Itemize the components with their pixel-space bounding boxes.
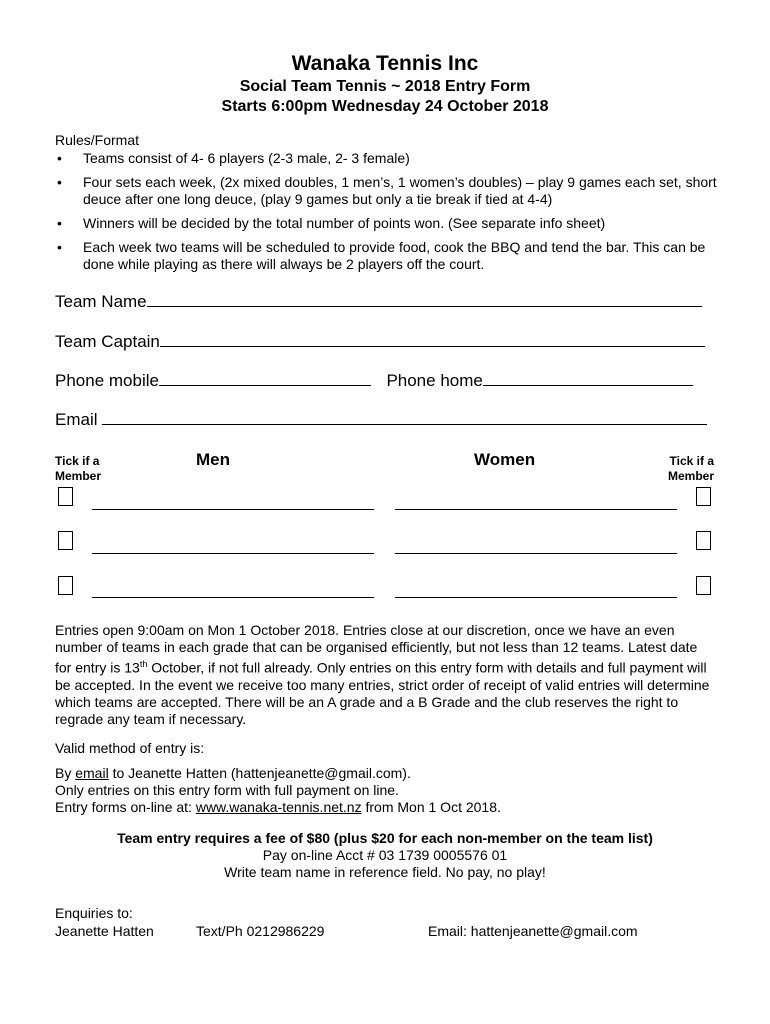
form-subtitle: Social Team Tennis ~ 2018 Entry Form [239,78,531,95]
contact-phone: Text/Ph 0212986229 [196,923,325,939]
team-captain-input-line[interactable] [160,332,705,347]
entries-text-part2: October, if not full already. Only entries on this entry form with details and full payment will be accepted. In the event we receive too many entries, strict order of receipt of valid entries will determine which teams are accepted. There will be an A grade and a B Grade and the club reserves the right to regrade any team if necessary. [55,659,710,727]
valid-method-label: Valid method of entry is: [55,740,205,756]
member-checkbox-men[interactable] [58,531,73,550]
email-field[interactable] [55,410,707,430]
men-name-line[interactable] [92,553,374,554]
men-header: Men [196,450,230,469]
women-header: Women [474,450,536,469]
team-captain-label: Team Captain [55,332,160,351]
phone-home-label: Phone home [386,371,483,390]
rule-item: • Teams consist of 4- 6 players (2-3 male, 2- 3 female) [55,150,725,167]
online-prefix-text: Entry forms on-line at: [55,799,196,815]
rule-item: • Winners will be decided by the total number of points won. (See separate info sheet) [55,215,725,232]
reference-note: Write team name in reference field. No pay, no play! [224,864,546,880]
page-title: Wanaka Tennis Inc [291,52,479,75]
member-checkbox-women[interactable] [696,576,711,595]
website-link[interactable]: www.wanaka-tennis.net.nz [195,799,362,815]
entries-paragraph [55,622,715,728]
online-entry-line [55,799,501,815]
start-date: Starts 6:00pm Wednesday 24 October 2018 [221,98,549,115]
team-name-label: Team Name [55,292,147,311]
member-checkbox-men[interactable] [58,576,73,595]
email-entry-line [55,765,411,781]
entries-text-part1: Entries open 9:00am on Mon 1 October 2018. Entries close at our discretion, once we have an even number of teams in each grade that can be organised efficiently, but not less than 12 teams. Latest date for entry is 13 [55,622,698,676]
to-jeanette-text: to Jeanette Hatten (hattenjeanette@gmail.com). [108,765,411,781]
women-name-line[interactable] [395,553,677,554]
phone-mobile-input-line[interactable] [159,371,371,386]
women-name-line[interactable] [395,597,677,598]
email-link[interactable]: email [75,765,109,781]
email-input-line[interactable] [102,410,707,425]
team-name-input-line[interactable] [147,292,702,307]
ordinal-suffix: th [139,659,148,669]
member-checkbox-women[interactable] [696,487,711,506]
enquiries-label: Enquiries to: [55,905,133,921]
rule-item: • Each week two teams will be scheduled to provide food, cook the BBQ and tend the bar. This can be done while playing as there will always be 2 players off the court. [55,239,725,273]
contact-name: Jeanette Hatten [55,923,154,939]
team-captain-field[interactable] [55,332,705,352]
phone-mobile-label: Phone mobile [55,371,159,390]
tick-member-right-header: Tick if a Member [667,454,714,483]
member-checkbox-men[interactable] [58,487,73,506]
men-name-line[interactable] [92,509,374,510]
member-checkbox-women[interactable] [696,531,711,550]
phone-home-input-line[interactable] [483,371,693,386]
fee-requirement: Team entry requires a fee of $80 (plus $20 for each non-member on the team list) [117,830,653,846]
tick-member-left-header: Tick if a Member [55,454,102,483]
rule-item: • Four sets each week, (2x mixed doubles, 1 men’s, 1 women’s doubles) – play 9 games each set, short deuce after one long deuce, (play 9 games but only a tie break if tied at 4-4) [55,174,725,208]
bank-account: Pay on-line Acct # 03 1739 0005576 01 [262,847,508,863]
rules-heading: Rules/Format [55,132,140,148]
online-suffix-text: from Mon 1 Oct 2018. [361,799,501,815]
by-text: By [55,765,76,781]
email-label: Email [55,410,98,429]
men-name-line[interactable] [92,597,374,598]
team-name-field[interactable] [55,292,702,312]
only-entries-line: Only entries on this entry form with full payment on line. [55,782,399,798]
rules-list [55,150,725,280]
contact-email: Email: hattenjeanette@gmail.com [428,923,638,939]
women-name-line[interactable] [395,509,677,510]
phone-row [55,371,693,391]
